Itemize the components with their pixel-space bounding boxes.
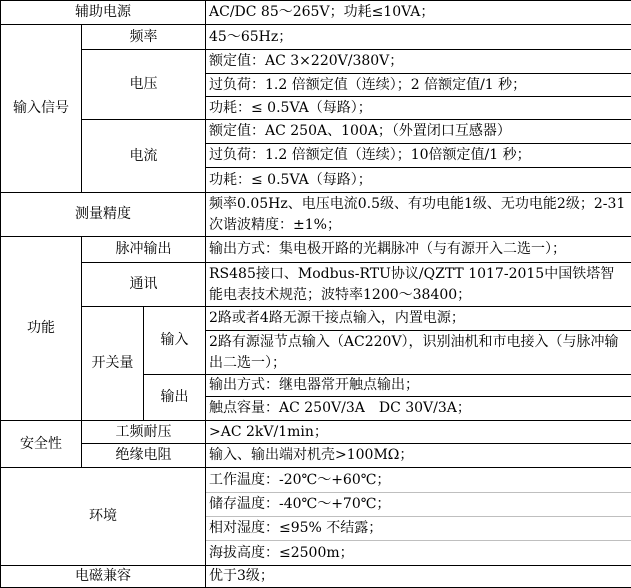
env-storage-temp: 储存温度：-40℃～+70℃； [206,493,631,517]
row-comm [1,263,631,307]
freq-label: 频率 [82,25,206,50]
row-input-freq [1,25,631,50]
comm-value: RS485接口、Modbus-RTU协议/QZTT 1017-2015中国铁塔智能电表技术规范；波特率1200～38400； [206,263,631,307]
aux-power-label: 辅助电源 [1,1,206,25]
env-altitude: 海拔高度：≤2500m； [206,541,631,566]
switch-input-line-2: 2路有源湿节点输入（AC220V），识别油机和市电接入（与脉冲输出二选一）； [206,331,631,375]
withstand-value: >AC 2kV/1min； [206,421,631,444]
voltage-power: 功耗：≤ 0.5VA（每路）； [206,97,631,120]
freq-value: 45～65Hz； [206,25,631,50]
row-emc [1,566,631,588]
env-humidity: 相对湿度：≤95% 不结露； [206,517,631,541]
current-overload: 过负荷：1.2 倍额定值（连续）；10倍额定值/1 秒； [206,144,631,168]
withstand-label: 工频耐压 [82,421,206,444]
row-current-1 [1,120,631,144]
current-power: 功耗：≤ 0.5VA（每路）； [206,168,631,193]
voltage-rated: 额定值：AC 3×220V/380V； [206,50,631,74]
safety-label: 安全性 [1,421,82,468]
switch-input-line-1: 2路或者4路无源干接点输入，内置电源； [206,307,631,331]
pulse-value: 输出方式：集电极开路的光耦脉冲（与有源开入二选一）； [206,237,631,263]
row-accuracy [1,193,631,237]
row-voltage-1 [1,50,631,74]
comm-label: 通讯 [82,263,206,307]
env-work-temp: 工作温度：-20℃～+60℃； [206,468,631,493]
switch-output-label: 输出 [144,375,206,421]
current-label: 电流 [82,120,206,193]
environment-label: 环境 [1,468,206,566]
insulation-label: 绝缘电阻 [82,444,206,468]
switch-output-line-1: 输出方式：继电器常开触点输出； [206,375,631,397]
accuracy-value: 频率0.05Hz、电压电流0.5级、有功电能1级、无功电能2级；2-31次谐波精度：±1%； [206,193,631,237]
pulse-label: 脉冲输出 [82,237,206,263]
insulation-value: 输入、输出端对机壳>100MΩ； [206,444,631,468]
current-rated: 额定值：AC 250A、100A；（外置闭口互感器） [206,120,631,144]
switch-output-line-2: 触点容量：AC 250V/3A DC 30V/3A； [206,397,631,421]
switch-label: 开关量 [82,307,144,421]
emc-value: 优于3级； [206,566,631,588]
accuracy-label: 测量精度 [1,193,206,237]
aux-power-value: AC/DC 85～265V；功耗≤10VA； [206,1,631,25]
row-withstand [1,421,631,444]
emc-label: 电磁兼容 [1,566,206,588]
row-insulation [1,444,631,468]
function-label: 功能 [1,237,82,421]
row-aux-power [1,1,631,25]
voltage-overload: 过负荷：1.2 倍额定值（连续）；2 倍额定值/1 秒； [206,74,631,97]
input-signal-label: 输入信号 [1,25,82,193]
row-env-1 [1,468,631,493]
switch-input-label: 输入 [144,307,206,375]
row-switch-in-1 [1,307,631,331]
row-pulse [1,237,631,263]
voltage-label: 电压 [82,50,206,120]
